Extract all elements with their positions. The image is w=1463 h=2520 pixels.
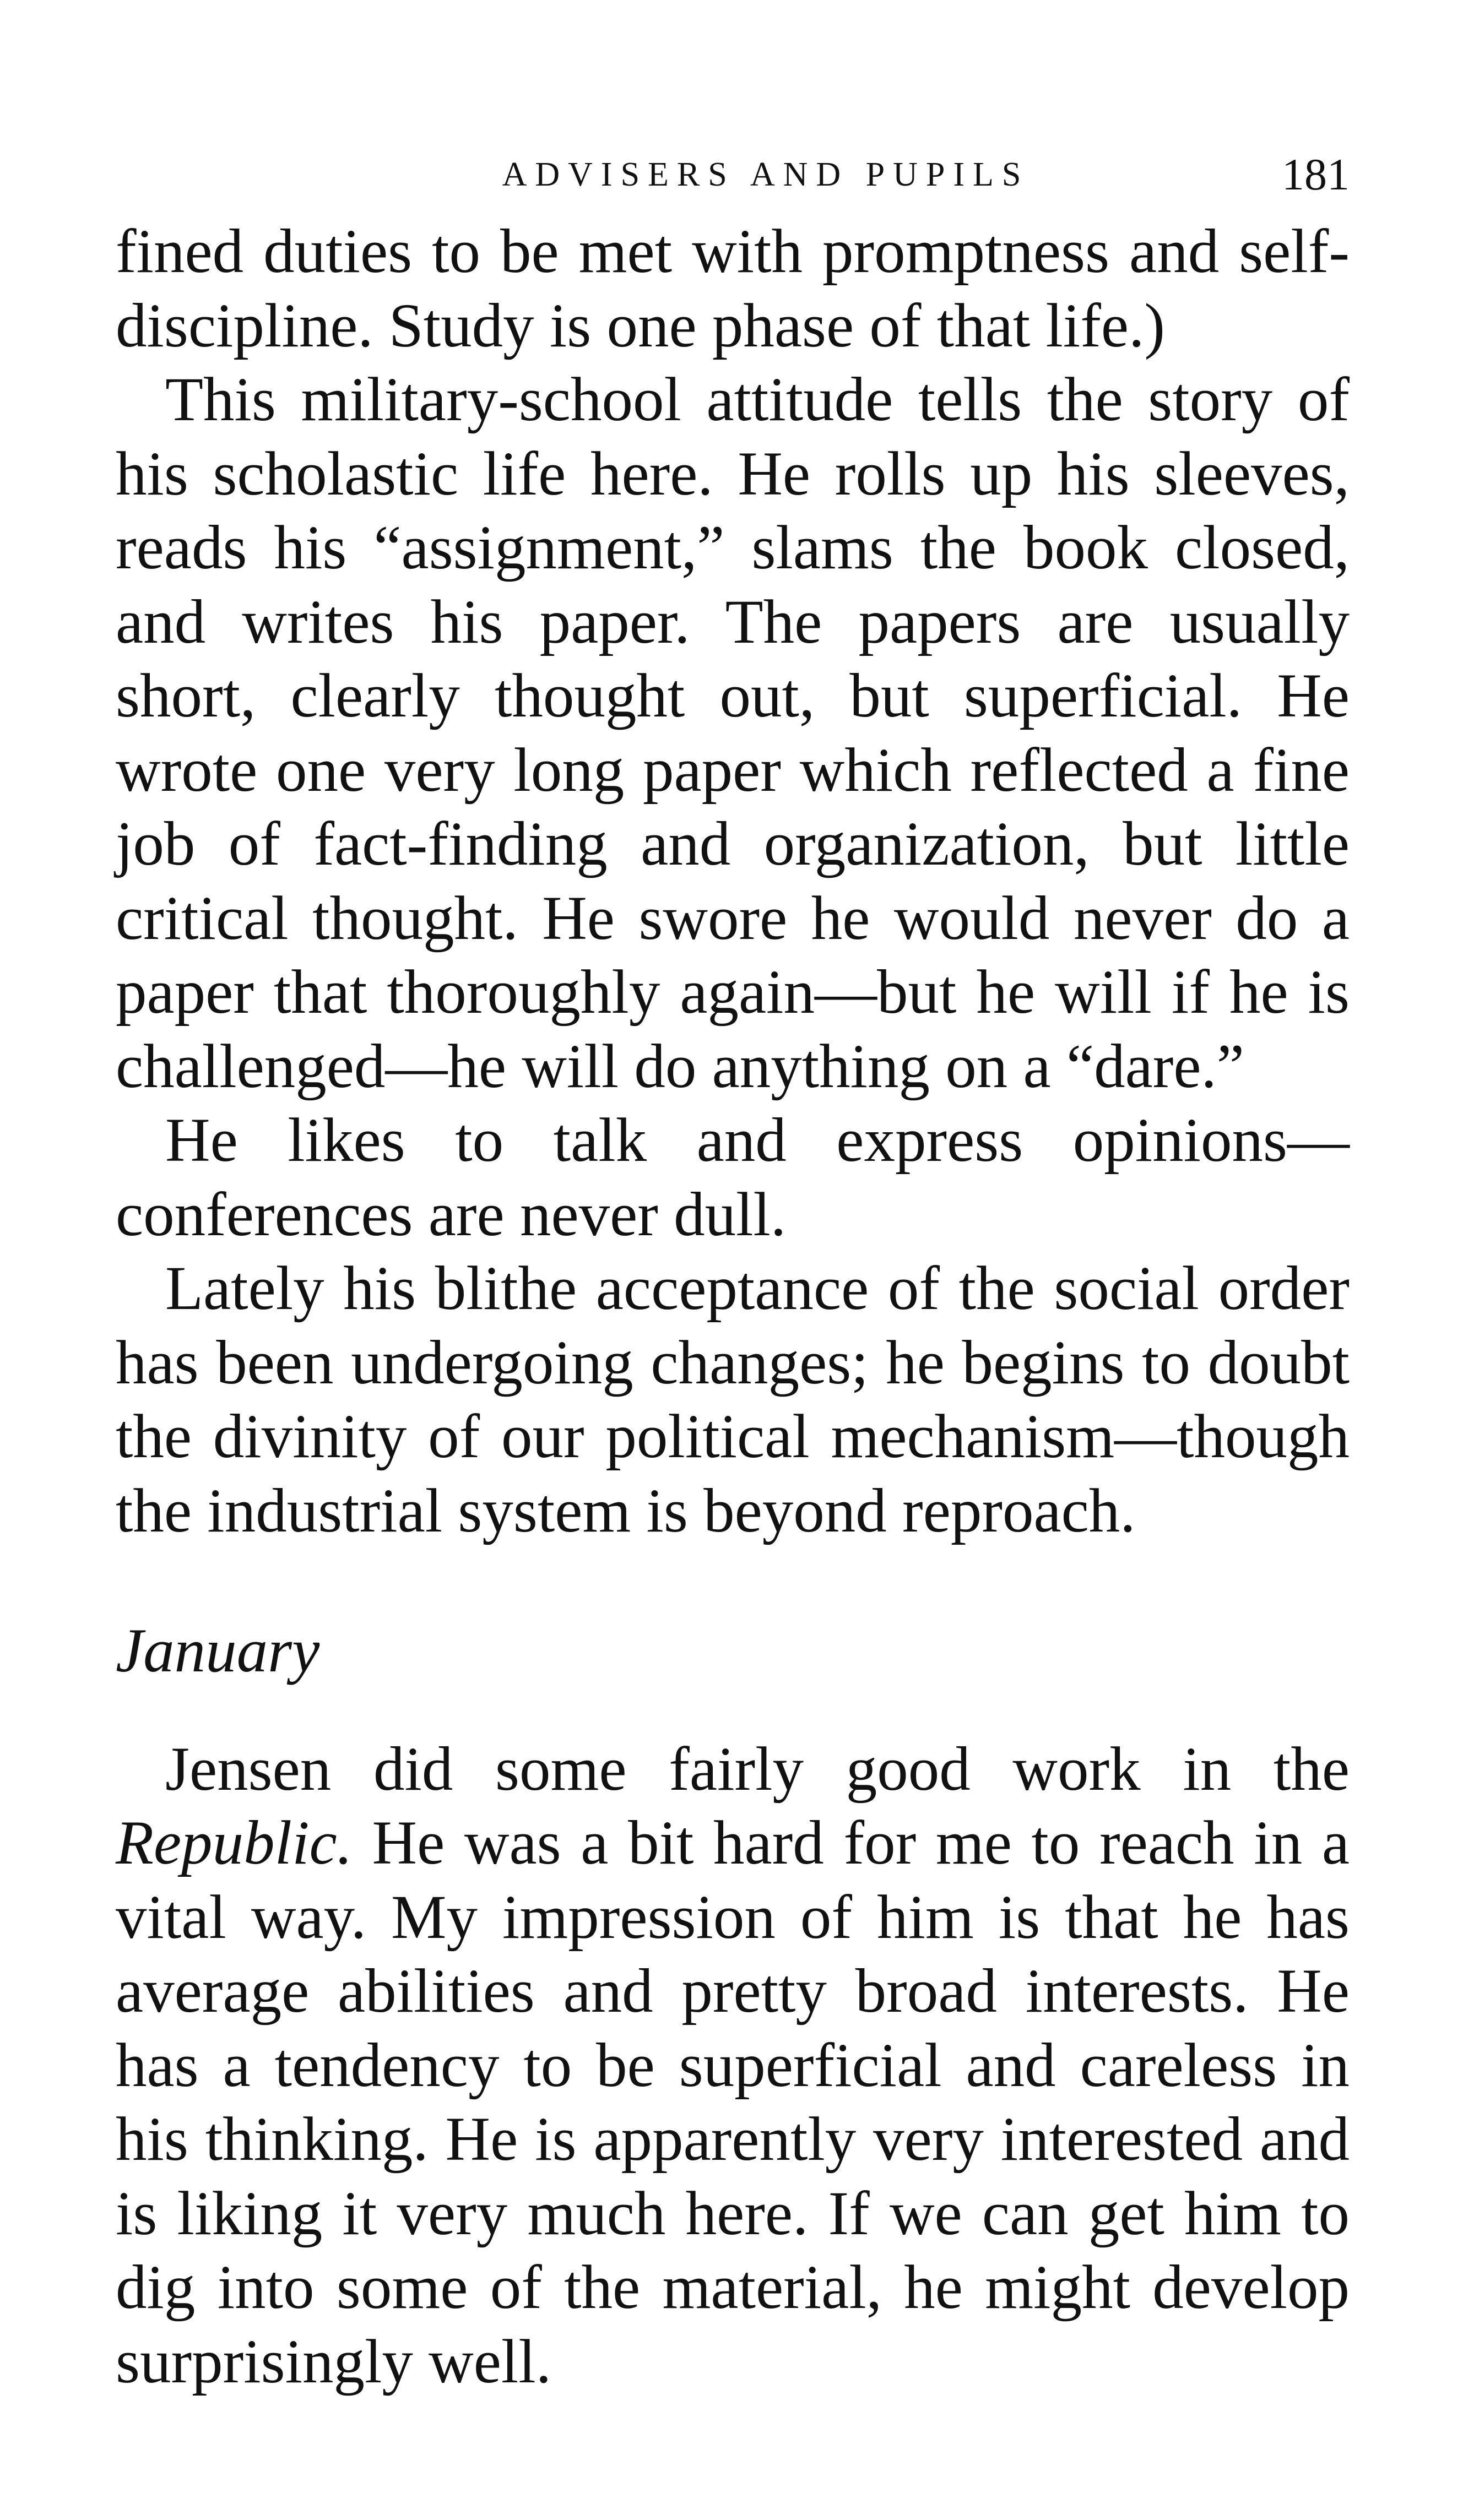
running-head [116,150,1350,199]
body-text [116,215,1350,2399]
book-title-republic: Republic. [116,1808,353,1877]
paragraph-jensen-rest: He was a bit hard for me to reach in a vital way. My impression of him is that he has average abilities and pretty broad interests. He has a tendency to be superficial and careless in his thinking. He is apparently very interested and is liking it very much here. If we can get him to dig into some of the material, he might develop surprisingly well. [116,1808,1350,2396]
paragraph-jensen-start: Jensen did some fairly good work in the [165,1734,1350,1804]
paragraph-continued: fined duties to be met with promptness and self-discipline. Study is one phase of that life.) [116,217,1350,360]
section-heading: January [116,1616,320,1685]
paragraph-jensen [116,1732,1350,2399]
paragraph-social-order: Lately his blithe acceptance of the social order has been undergoing changes; he begins to doubt the divinity of our political mechanism—though the industrial system is beyond reproach. [116,1254,1350,1545]
paragraph-military-school: This military-school attitude tells the story of his scholastic life here. He rolls up his sleeves, reads his “assignment,” slams the book closed, and writes his paper. The papers are usually short, clearly thought out, but superficial. He wrote one very long paper which reflected a fine job of fact-finding and organization, but little critical thought. He swore he would never do a paper that thoroughly again—but he will if he is challenged—he will do anything on a “dare.” [116,365,1350,1101]
running-title: ADVISERS AND PUPILS [502,156,1029,193]
paragraph-conferences: He likes to talk and express opinions—conferences are never dull. [116,1106,1350,1249]
page-number: 181 [1282,149,1350,199]
